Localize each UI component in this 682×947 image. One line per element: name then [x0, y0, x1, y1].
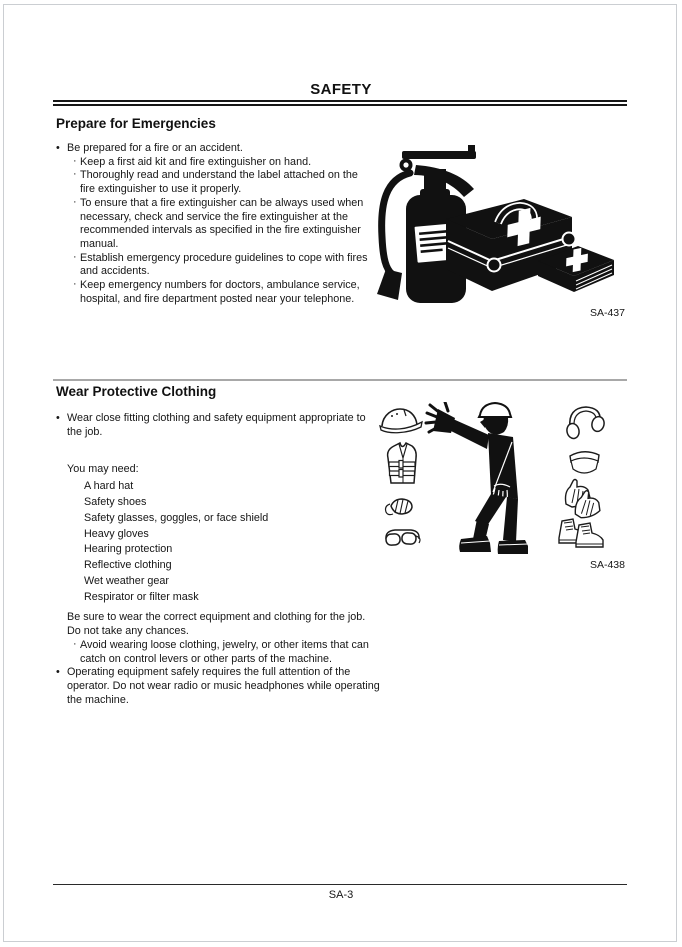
sub-bullet-item — [56, 639, 382, 666]
need-item: Safety shoes — [84, 495, 147, 508]
sub-bullet-marker: · — [73, 250, 77, 263]
section-divider — [53, 379, 627, 381]
need-item: A hard hat — [84, 480, 134, 493]
face-shield-icon — [570, 452, 599, 473]
bullet-text: Wear close fitting clothing and safety equipment appropriate to the job. — [67, 412, 366, 438]
need-item: Reflective clothing — [84, 559, 172, 572]
title-double-rule — [53, 100, 627, 106]
footer-rule — [53, 884, 627, 885]
bullet-marker: • — [56, 666, 60, 679]
sub-bullet-marker: · — [73, 278, 77, 291]
bullet-text: Operating equipment safely requires the full attention of the operator. Do not wear radio or music headphones while operating the machine. — [67, 666, 380, 706]
page-title: SAFETY — [310, 81, 372, 98]
note-text: Be sure to wear the correct equipment and clothing for the job. Do not take any chances. — [67, 611, 366, 638]
section-heading-prepare-for-emergencies: Prepare for Emergencies — [56, 116, 216, 131]
figure-fire-extinguisher-first-aid — [372, 141, 628, 319]
bullet-text: Be prepared for a fire or an accident. — [67, 142, 243, 154]
need-list — [56, 479, 382, 605]
hard-hat-icon — [380, 409, 422, 433]
sub-bullet-text: Establish emergency procedure guidelines to cope with fires and accidents. — [80, 251, 368, 278]
respirator-icon — [386, 499, 413, 515]
clothing-text-column — [56, 412, 382, 707]
sub-bullet-text: Keep a first aid kit and fire extinguisher on hand. — [80, 155, 312, 168]
sub-bullet-text: Keep emergency numbers for doctors, ambulance service, hospital, and fire department posted near your telephone. — [80, 279, 360, 305]
bullet-item — [56, 412, 382, 439]
sub-bullet-marker: · — [73, 168, 77, 181]
emergencies-text-column — [56, 142, 368, 306]
worker-silhouette — [426, 402, 528, 554]
bullet-marker: • — [56, 142, 60, 154]
need-item: Heavy gloves — [84, 527, 149, 540]
goggles-icon — [386, 530, 420, 545]
protective-clothing-illustration — [372, 402, 628, 558]
need-item: Hearing protection — [84, 543, 173, 556]
page-number: SA-3 — [328, 889, 354, 901]
bullet-marker: • — [56, 412, 60, 424]
sub-bullet-text: Thoroughly read and understand the label attached on the fire extinguisher to use it properly. — [80, 169, 358, 196]
sub-bullet-text: To ensure that a fire extinguisher can be always used when necessary, check and service the fire extinguisher at the recommended intervals as specified in the fire extinguisher manual. — [80, 196, 364, 250]
safety-boots-icon — [559, 519, 603, 547]
need-item: Respirator or filter mask — [84, 590, 199, 603]
sub-bullet-text: Avoid wearing loose clothing, jewelry, or other items that can catch on control levers or other parts of the machine. — [80, 638, 369, 665]
sub-bullet-marker: · — [73, 154, 77, 167]
safety-vest-icon — [388, 443, 417, 483]
gloves-icon — [566, 480, 602, 520]
sub-bullet-item — [56, 169, 368, 196]
fire-safety-illustration — [372, 141, 628, 306]
figure-protective-clothing — [372, 402, 628, 571]
sub-bullet-item — [56, 197, 368, 252]
need-item: Safety glasses, goggles, or face shield — [84, 511, 269, 524]
sub-bullet-marker: · — [73, 195, 77, 208]
figure-caption: SA-438 — [589, 559, 625, 571]
bullet-item — [56, 666, 382, 707]
figure-caption: SA-437 — [589, 307, 625, 319]
sub-bullet-item — [56, 279, 368, 306]
sub-bullet-marker: · — [73, 637, 77, 650]
sub-bullet-item — [56, 156, 368, 170]
sub-bullet-item — [56, 252, 368, 279]
need-item: Wet weather gear — [84, 574, 170, 587]
earmuffs-icon — [566, 407, 606, 440]
bullet-item — [56, 142, 368, 156]
need-intro: You may need: — [67, 463, 139, 476]
section-heading-wear-protective-clothing: Wear Protective Clothing — [56, 384, 217, 399]
